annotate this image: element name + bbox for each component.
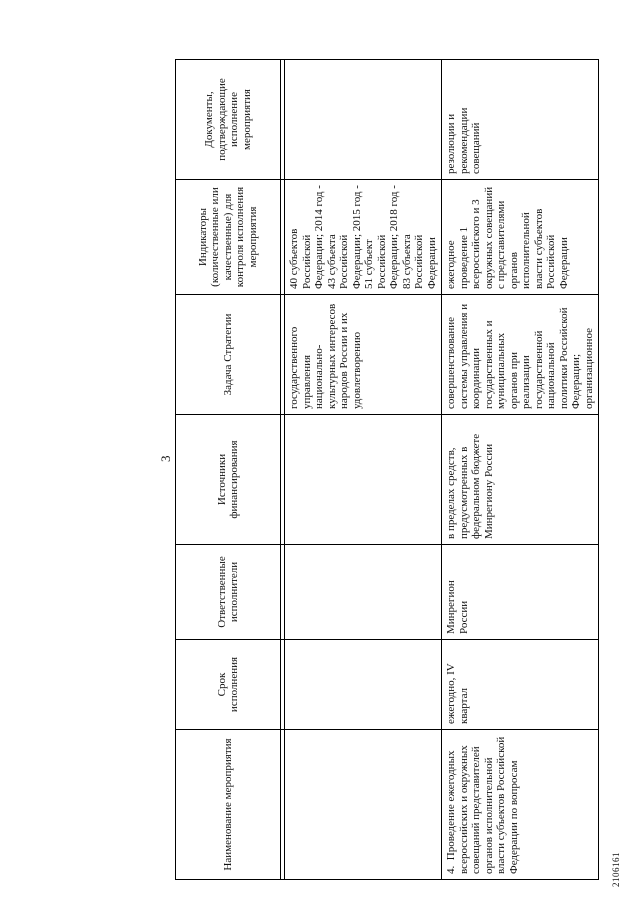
header-documents: Документы, подтверждающие исполнение мероприятия xyxy=(176,60,281,180)
cell-indicators: 40 субъектов Российской Федерации; 2014 год - 43 субъекта Российской Федерации; 2015 год - 51 субъект Российской Федерации; 2018 год - 83 субъекта Российской Федерации xyxy=(285,180,442,295)
plan-table xyxy=(175,59,599,880)
cell-task: совершенствование системы управления и координации государственных и муниципальных органов при реализации государственной национальной политики Российской Федерации; организационное xyxy=(442,295,599,415)
cell-executors xyxy=(285,545,442,640)
table-row xyxy=(285,60,442,880)
cell-task: государственного управления национально-культурных интересов народов России и их удовлетворению xyxy=(285,295,442,415)
header-row xyxy=(176,60,281,880)
table-row xyxy=(442,60,599,880)
row-name: Проведение ежегодных всероссийских и окружных совещаний представителей органов исполнительной власти субъектов Российской Федерации по вопросам xyxy=(445,736,520,874)
row-number: 4. xyxy=(445,865,457,874)
cell-documents xyxy=(285,60,442,180)
header-funding: Источники финансирования xyxy=(176,415,281,545)
document-id: 2106161 xyxy=(611,852,621,887)
header-indicators: Индикаторы (количественные или качественные) для контроля исполнения мероприятия xyxy=(176,180,281,295)
cell-indicators: ежегодное проведение 1 всероссийского и 3 окружных совещаний с представителями органов исполнительной власти субъектов Российской Федерации xyxy=(442,180,599,295)
cell-funding xyxy=(285,415,442,545)
header-name: Наименование мероприятия xyxy=(176,730,281,880)
header-executors: Ответственные исполнители xyxy=(176,545,281,640)
cell-name xyxy=(285,730,442,880)
cell-funding: в пределах средств, предусмотренных в федеральном бюджете Минрегиону России xyxy=(442,415,599,545)
cell-deadline: ежегодно, IV квартал xyxy=(442,640,599,730)
header-task: Задача Стратегии xyxy=(176,295,281,415)
cell-deadline xyxy=(285,640,442,730)
cell-name xyxy=(442,730,599,880)
header-deadline: Срок исполнения xyxy=(176,640,281,730)
cell-executors: Минрегион России xyxy=(442,545,599,640)
cell-documents: резолюции и рекомендации совещаний xyxy=(442,60,599,180)
page-number: 3 xyxy=(158,455,173,462)
